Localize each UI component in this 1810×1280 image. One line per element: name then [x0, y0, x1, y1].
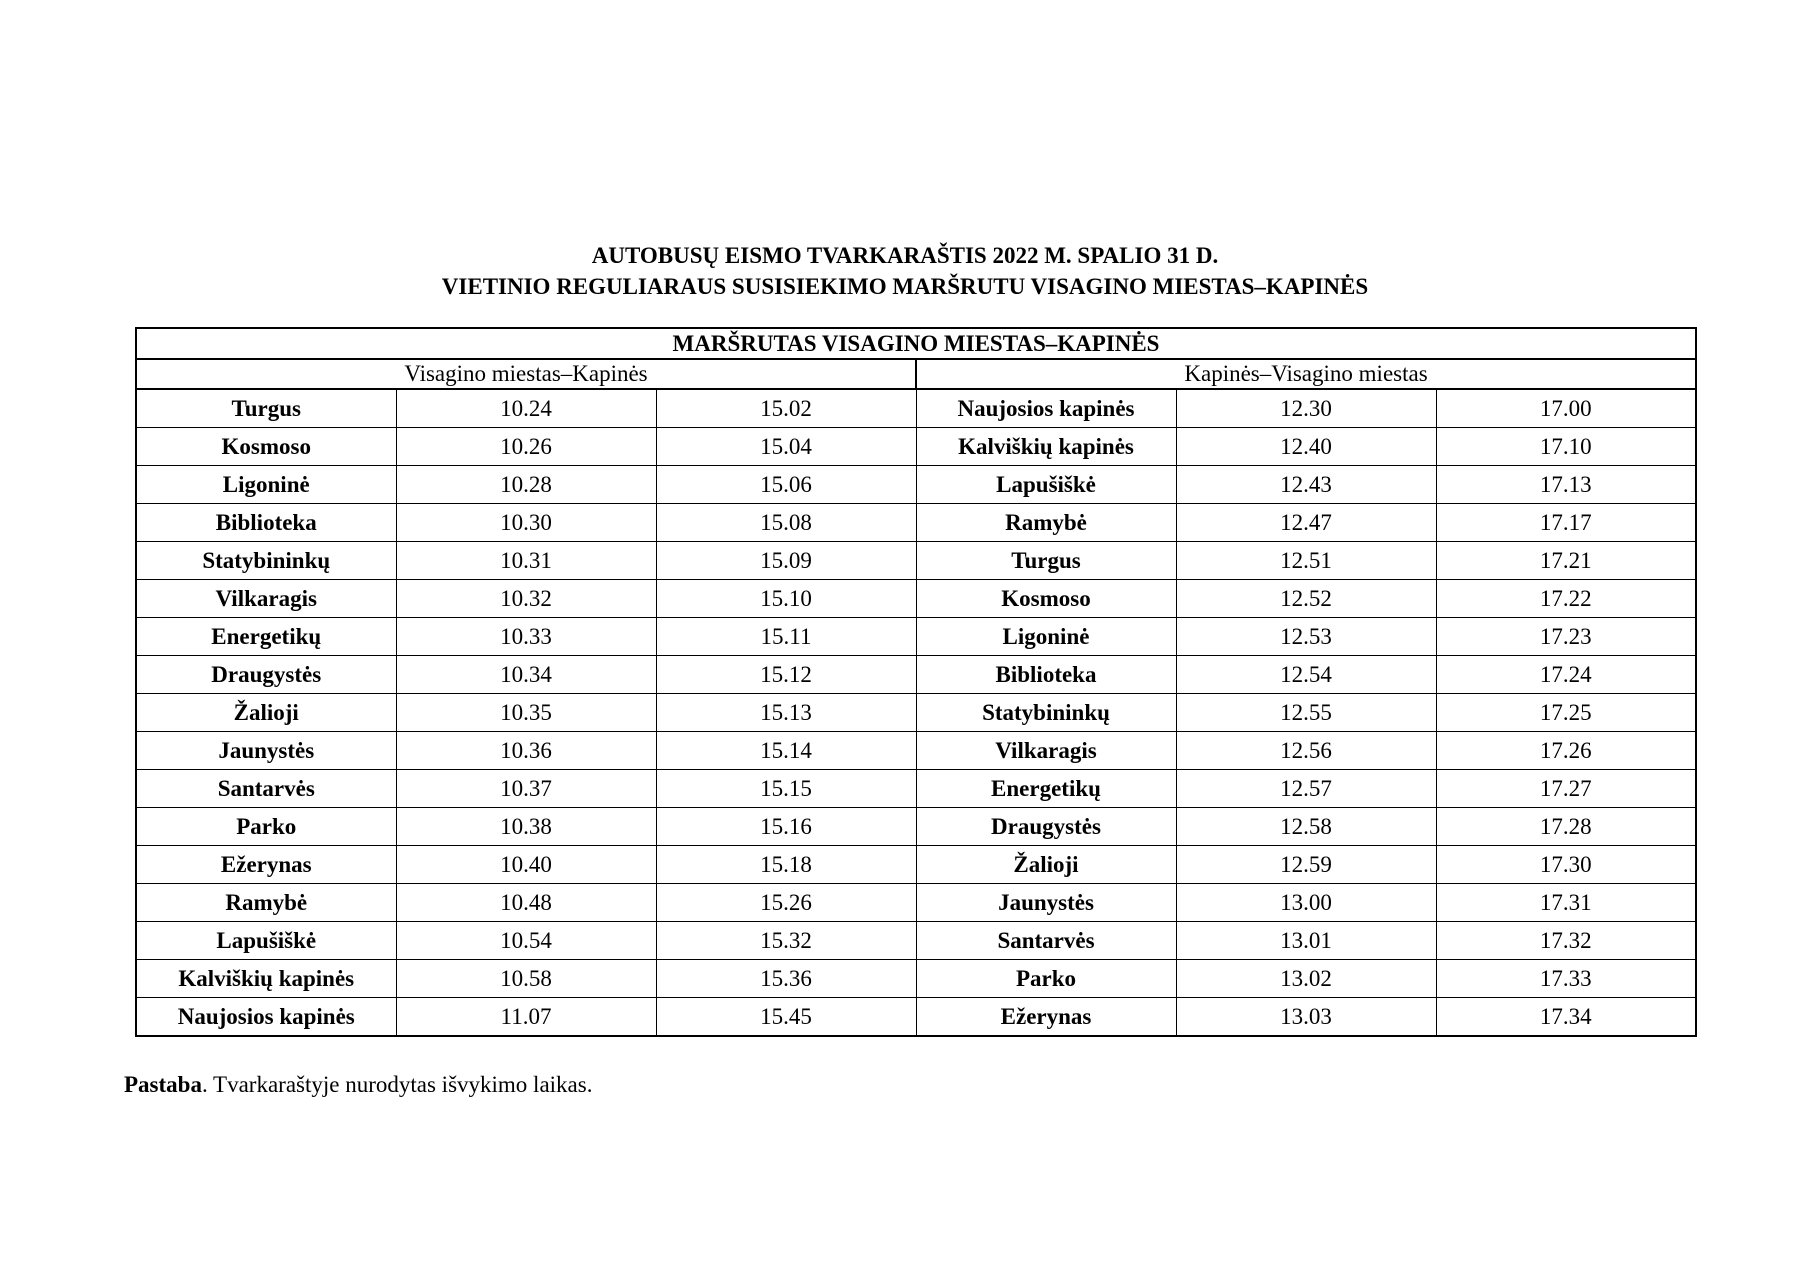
table-row	[136, 998, 1696, 1037]
departure-time-left-1: 10.33	[396, 618, 656, 656]
departure-time-left-2: 15.06	[656, 466, 916, 504]
stop-name-right: Draugystės	[916, 808, 1176, 846]
departure-time-left-2: 15.11	[656, 618, 916, 656]
departure-time-left-1: 10.30	[396, 504, 656, 542]
stop-name-left: Draugystės	[136, 656, 396, 694]
departure-time-right-2: 17.10	[1436, 428, 1696, 466]
stop-name-left: Lapušiškė	[136, 922, 396, 960]
stop-name-left: Energetikų	[136, 618, 396, 656]
stop-name-left: Vilkaragis	[136, 580, 396, 618]
title-line-2: VIETINIO REGULIARAUS SUSISIEKIMO MARŠRUTU VISAGINO MIESTAS–KAPINĖS	[441, 274, 1369, 299]
stop-name-right: Turgus	[916, 542, 1176, 580]
departure-time-right-2: 17.21	[1436, 542, 1696, 580]
departure-time-right-1: 12.54	[1176, 656, 1436, 694]
stop-name-right: Kosmoso	[916, 580, 1176, 618]
departure-time-right-1: 12.56	[1176, 732, 1436, 770]
stop-name-left: Biblioteka	[136, 504, 396, 542]
departure-time-left-2: 15.12	[656, 656, 916, 694]
stop-name-right: Parko	[916, 960, 1176, 998]
departure-time-right-1: 13.02	[1176, 960, 1436, 998]
document-title	[0, 240, 1810, 302]
table-row	[136, 770, 1696, 808]
departure-time-left-1: 11.07	[396, 998, 656, 1037]
departure-time-right-2: 17.17	[1436, 504, 1696, 542]
stop-name-left: Ramybė	[136, 884, 396, 922]
note-label: Pastaba	[124, 1072, 202, 1097]
departure-time-right-1: 13.01	[1176, 922, 1436, 960]
table-row	[136, 732, 1696, 770]
departure-time-right-1: 13.03	[1176, 998, 1436, 1037]
departure-time-right-2: 17.33	[1436, 960, 1696, 998]
departure-time-right-1: 12.57	[1176, 770, 1436, 808]
departure-time-left-2: 15.15	[656, 770, 916, 808]
departure-time-right-1: 12.43	[1176, 466, 1436, 504]
departure-time-left-2: 15.08	[656, 504, 916, 542]
departure-time-right-2: 17.24	[1436, 656, 1696, 694]
departure-time-right-1: 12.40	[1176, 428, 1436, 466]
departure-time-right-1: 13.00	[1176, 884, 1436, 922]
departure-time-right-2: 17.00	[1436, 389, 1696, 428]
table-row	[136, 504, 1696, 542]
departure-time-left-2: 15.04	[656, 428, 916, 466]
stop-name-right: Statybininkų	[916, 694, 1176, 732]
stop-name-right: Jaunystės	[916, 884, 1176, 922]
departure-time-left-1: 10.35	[396, 694, 656, 732]
departure-time-left-1: 10.38	[396, 808, 656, 846]
stop-name-right: Ežerynas	[916, 998, 1176, 1037]
departure-time-left-1: 10.34	[396, 656, 656, 694]
departure-time-left-1: 10.58	[396, 960, 656, 998]
departure-time-right-2: 17.23	[1436, 618, 1696, 656]
stop-name-left: Santarvės	[136, 770, 396, 808]
schedule-body	[136, 389, 1696, 1036]
stop-name-right: Kalviškių kapinės	[916, 428, 1176, 466]
departure-time-right-2: 17.30	[1436, 846, 1696, 884]
title-line-1: AUTOBUSŲ EISMO TVARKARAŠTIS 2022 M. SPALIO 31 D.	[591, 243, 1219, 268]
departure-time-right-2: 17.34	[1436, 998, 1696, 1037]
departure-time-left-2: 15.13	[656, 694, 916, 732]
departure-time-left-2: 15.32	[656, 922, 916, 960]
departure-time-left-2: 15.14	[656, 732, 916, 770]
stop-name-right: Žalioji	[916, 846, 1176, 884]
departure-time-right-2: 17.31	[1436, 884, 1696, 922]
stop-name-right: Santarvės	[916, 922, 1176, 960]
departure-time-right-2: 17.32	[1436, 922, 1696, 960]
departure-time-left-1: 10.24	[396, 389, 656, 428]
stop-name-right: Naujosios kapinės	[916, 389, 1176, 428]
stop-name-left: Parko	[136, 808, 396, 846]
table-row	[136, 656, 1696, 694]
table-row	[136, 960, 1696, 998]
stop-name-left: Ligoninė	[136, 466, 396, 504]
note	[124, 1072, 592, 1098]
stop-name-right: Vilkaragis	[916, 732, 1176, 770]
stop-name-right: Lapušiškė	[916, 466, 1176, 504]
departure-time-left-1: 10.40	[396, 846, 656, 884]
departure-time-right-2: 17.22	[1436, 580, 1696, 618]
departure-time-left-2: 15.36	[656, 960, 916, 998]
departure-time-right-2: 17.25	[1436, 694, 1696, 732]
stop-name-left: Turgus	[136, 389, 396, 428]
departure-time-right-1: 12.51	[1176, 542, 1436, 580]
departure-time-left-2: 15.02	[656, 389, 916, 428]
departure-time-right-1: 12.58	[1176, 808, 1436, 846]
departure-time-left-1: 10.37	[396, 770, 656, 808]
departure-time-right-1: 12.59	[1176, 846, 1436, 884]
table-row	[136, 389, 1696, 428]
table-heading: MARŠRUTAS VISAGINO MIESTAS–KAPINĖS	[136, 328, 1696, 359]
departure-time-left-1: 10.48	[396, 884, 656, 922]
departure-time-right-1: 12.53	[1176, 618, 1436, 656]
departure-time-left-2: 15.10	[656, 580, 916, 618]
departure-time-left-1: 10.26	[396, 428, 656, 466]
departure-time-left-1: 10.36	[396, 732, 656, 770]
stop-name-left: Jaunystės	[136, 732, 396, 770]
departure-time-left-2: 15.09	[656, 542, 916, 580]
departure-time-left-2: 15.16	[656, 808, 916, 846]
table-row	[136, 542, 1696, 580]
departure-time-right-1: 12.47	[1176, 504, 1436, 542]
departure-time-left-1: 10.54	[396, 922, 656, 960]
stop-name-left: Kalviškių kapinės	[136, 960, 396, 998]
departure-time-left-1: 10.31	[396, 542, 656, 580]
table-row	[136, 846, 1696, 884]
departure-time-left-2: 15.26	[656, 884, 916, 922]
table-row	[136, 580, 1696, 618]
note-text: . Tvarkaraštyje nurodytas išvykimo laikas.	[201, 1072, 593, 1097]
stop-name-right: Ligoninė	[916, 618, 1176, 656]
departure-time-left-2: 15.45	[656, 998, 916, 1037]
departure-time-left-2: 15.18	[656, 846, 916, 884]
departure-time-right-1: 12.30	[1176, 389, 1436, 428]
direction-heading-left: Visagino miestas–Kapinės	[136, 359, 916, 389]
departure-time-right-2: 17.27	[1436, 770, 1696, 808]
stop-name-right: Energetikų	[916, 770, 1176, 808]
stop-name-left: Ežerynas	[136, 846, 396, 884]
departure-time-right-2: 17.26	[1436, 732, 1696, 770]
departure-time-left-1: 10.28	[396, 466, 656, 504]
stop-name-left: Statybininkų	[136, 542, 396, 580]
schedule-table	[135, 327, 1697, 1037]
stop-name-left: Kosmoso	[136, 428, 396, 466]
stop-name-left: Naujosios kapinės	[136, 998, 396, 1037]
departure-time-right-2: 17.28	[1436, 808, 1696, 846]
departure-time-right-1: 12.55	[1176, 694, 1436, 732]
direction-heading-right: Kapinės–Visagino miestas	[916, 359, 1696, 389]
stop-name-right: Biblioteka	[916, 656, 1176, 694]
departure-time-right-2: 17.13	[1436, 466, 1696, 504]
stop-name-left: Žalioji	[136, 694, 396, 732]
stop-name-right: Ramybė	[916, 504, 1176, 542]
table-row	[136, 428, 1696, 466]
table-row	[136, 466, 1696, 504]
departure-time-right-1: 12.52	[1176, 580, 1436, 618]
table-row	[136, 694, 1696, 732]
departure-time-left-1: 10.32	[396, 580, 656, 618]
table-row	[136, 808, 1696, 846]
table-row	[136, 618, 1696, 656]
table-row	[136, 922, 1696, 960]
table-row	[136, 884, 1696, 922]
